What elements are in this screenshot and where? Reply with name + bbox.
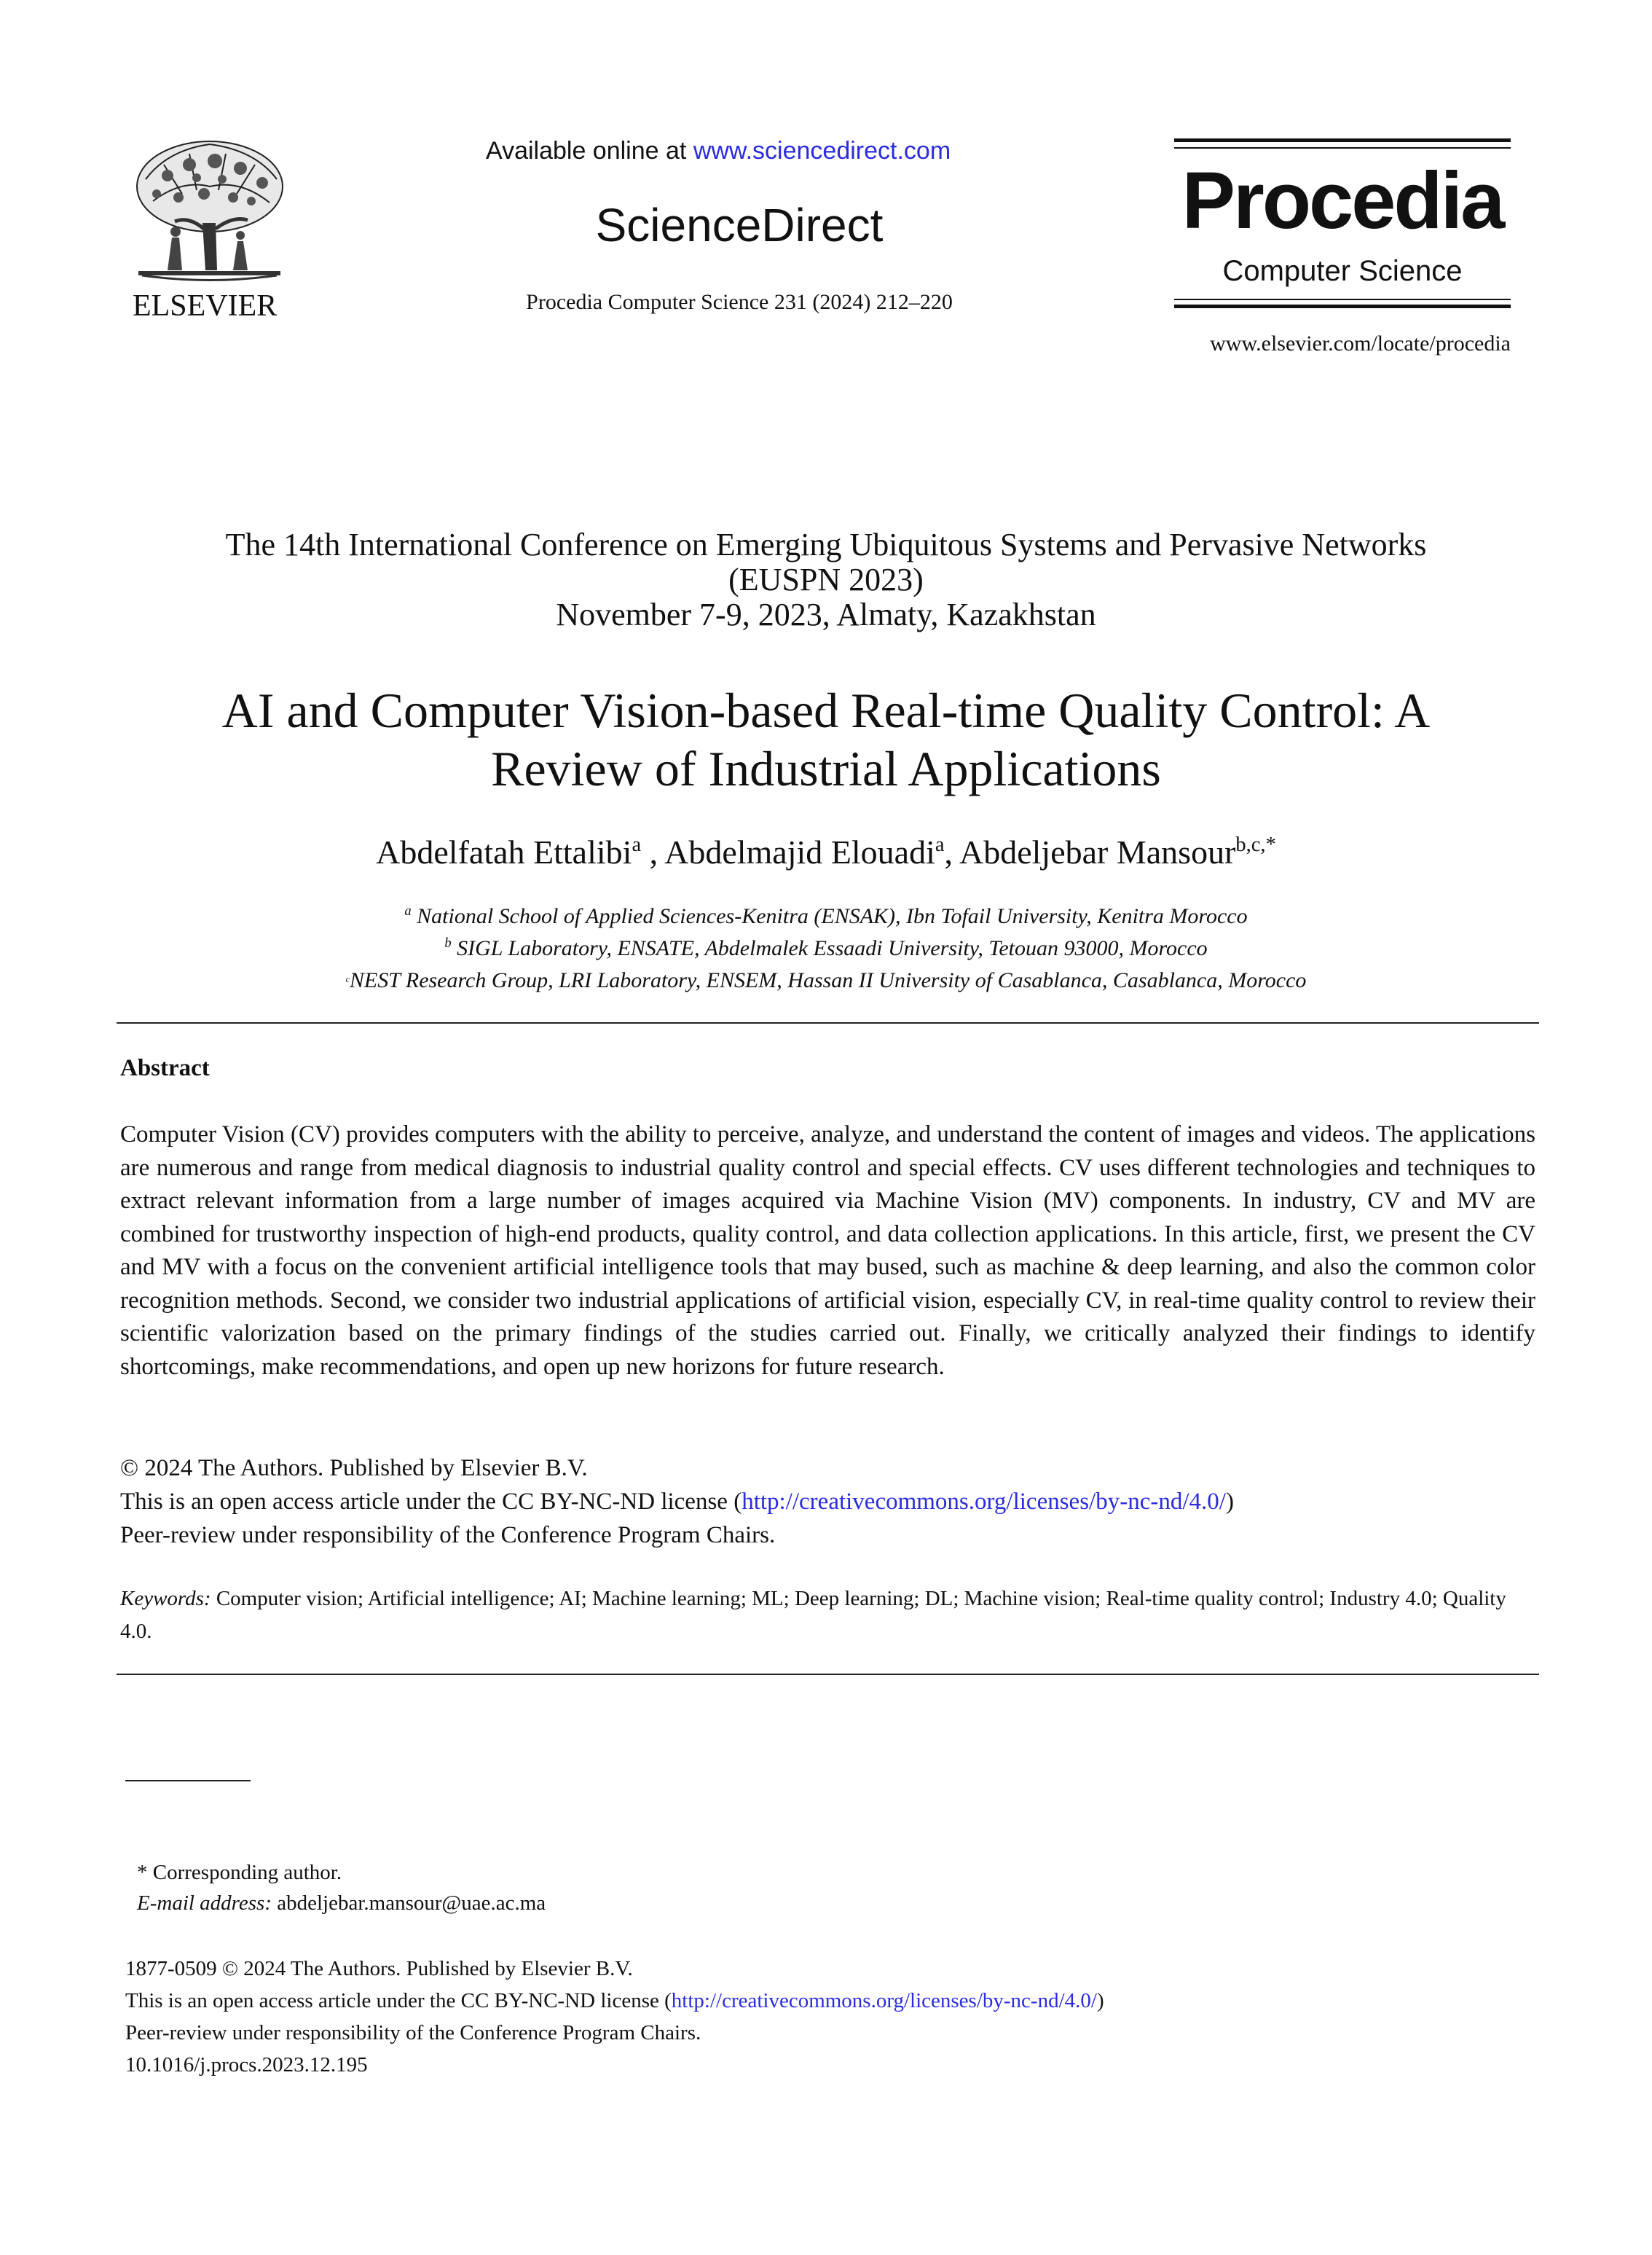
author-list [117,833,1535,871]
affiliation-item [117,901,1535,933]
conference-info [117,528,1535,632]
issn-line: 1877-0509 © 2024 The Authors. Published by Elsevier B.V. [125,1957,633,1980]
author-affiliation-mark: a [935,833,945,856]
platform-name: ScienceDirect [595,199,884,251]
author-name: Abdeljebar Mansour [959,834,1236,871]
conference-date-location: November 7-9, 2023, Almaty, Kazakhstan [556,597,1096,632]
author-affiliation-mark: b,c,* [1235,833,1276,856]
affiliation-text: National School of Applied Sciences-Kenitra (ENSAK), Ibn Tofail University, Kenitra Morocco [411,904,1248,928]
paper-title-line-1: AI and Computer Vision-based Real-time Quality Control: A [221,683,1431,738]
footer-peer-review-line: Peer-review under responsibility of the Conference Program Chairs. [125,2021,701,2044]
keywords-text: Computer vision; Artificial intelligence; AI; Machine learning; ML; Deep learning; DL; Machine vision; Real-time quality control; Industry 4.0; Quality 4.0. [120,1587,1506,1643]
affiliation-mark: b [444,935,452,951]
author-affiliation-mark: a [632,833,642,856]
affiliation-text: SIGL Laboratory, ENSATE, Abdelmalek Essaadi University, Tetouan 93000, Morocco [451,936,1208,960]
paper-title-line-2: Review of Industrial Applications [491,741,1161,796]
footer-license-link[interactable]: http://creativecommons.org/licenses/by-nc-nd/4.0/ [671,1989,1097,2012]
brand-rule-top-thick [1174,138,1511,142]
author-name: Abdelfatah Ettalibi [376,834,632,871]
abstract-heading: Abstract [120,1055,210,1081]
footer-license-line [125,1985,1509,2017]
affiliation-mark: c [345,973,350,984]
email-label: E-mail address: [137,1891,272,1915]
peer-review-line: Peer-review under responsibility of the Conference Program Chairs. [120,1522,776,1548]
affiliation-item [117,965,1535,997]
affiliation-item [117,933,1535,965]
email-line [137,1888,1302,1918]
affiliation-text: NEST Research Group, LRI Laboratory, ENSEM, Hassan II University of Casablanca, Casablanca, Morocco [349,968,1307,992]
footnote-rule [125,1780,251,1781]
doi[interactable]: 10.1016/j.procs.2023.12.195 [125,2053,368,2076]
journal-url[interactable]: www.elsevier.com/locate/procedia [1210,332,1511,356]
paper-title [117,681,1535,798]
abstract-body: Computer Vision (CV) provides computers with the ability to perceive, analyze, and understand the content of images and videos. The applications are numerous and range from medical diagnosis to industrial quality control and special effects. CV uses different technologies and techniques to extract relevant information from a large number of images acquired via Machine Vision (MV) components. In industry, CV and MV are combined for trustworthy inspection of high-end products, quality control, and data collection applications. In this article, first, we present the CV and MV with a focus on the convenient artificial intelligence tools that may bused, such as machine & deep learning, and also the common color recognition methods. Second, we consider two industrial applications of artificial vision, especially CV, in real-time quality control to review their scientific valorization based on the primary findings of the studies carried out. Finally, we critically analyzed their findings to identify shortcomings, make recommendations, and open up new horizons for future research. [120,1121,1535,1380]
sciencedirect-link[interactable]: www.sciencedirect.com [693,137,951,165]
publisher-logo-text: ELSEVIER [133,289,278,323]
license-suffix: ) [1225,1489,1234,1515]
author-separator: , [944,834,959,871]
elsevier-tree-icon [124,136,295,289]
conference-name: The 14th International Conference on Emerging Ubiquitous Systems and Pervasive Networks [225,527,1427,562]
journal-brand: Procedia [1181,156,1503,246]
footer-license-prefix: This is an open access article under the CC BY-NC-ND license ( [125,1989,672,2012]
author-separator: , [641,834,665,871]
brand-rule-bottom-thin [1174,299,1511,300]
keywords-label: Keywords: [120,1587,211,1610]
license-line [120,1485,1535,1518]
copyright-line: © 2024 The Authors. Published by Elsevier B.V. [120,1455,588,1481]
corresponding-author-label: * Corresponding author. [137,1861,342,1884]
brand-rule-top-thin [1174,147,1511,149]
section-divider-top [117,1022,1539,1024]
conference-acronym: (EUSPN 2023) [728,562,924,597]
available-online-line [486,137,1010,165]
license-prefix: This is an open access article under the CC BY-NC-ND license ( [120,1489,742,1515]
affiliation-list [117,901,1535,997]
journal-reference: Procedia Computer Science 231 (2024) 212–220 [526,290,953,314]
brand-rule-bottom-thick [1174,305,1511,308]
author-name: Abdelmajid Elouadi [664,834,935,871]
journal-brand-subtitle: Computer Science [1222,255,1463,287]
affiliation-mark: a [404,903,412,919]
copyright-block [120,1451,1535,1552]
section-divider-bottom [117,1674,1539,1675]
corresponding-author-footnote [137,1857,1302,1918]
page-footer [125,1953,1509,2081]
available-online-label: Available online at [486,137,693,165]
footer-license-suffix: ) [1096,1989,1104,2012]
keywords [120,1583,1535,1648]
email-address[interactable]: abdeljebar.mansour@uae.ac.ma [272,1891,546,1915]
license-link[interactable]: http://creativecommons.org/licenses/by-nc-nd/4.0/ [742,1489,1226,1515]
